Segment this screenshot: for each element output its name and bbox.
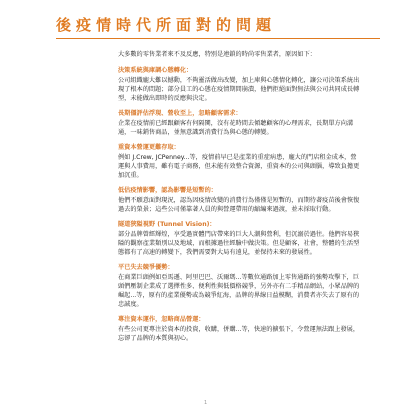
title-divider [56,38,380,39]
section-decision-system [118,66,362,103]
page-title: 後疫情時代所面對的問題 [56,16,277,34]
section-body: 部分品牌曾經輝煌，享受過實體門店帶來的巨大人潮與營利，但沉溺於過往。他們容易狹隘的觀察產業類別以及地域，而根據過往經驗中做決策。但是顧客，社會，整體的生活型態都有了高速的轉變下，我們需要對大局有遠見，並保持未來的發展性。 [118,231,360,256]
section-heading: 低估疫情影響，認為影響是短暫的： [118,187,217,194]
section-heading: 平已失去競爭優勢： [118,264,174,271]
section-heading: 專注資本運作，忽略商品營運： [118,316,205,323]
section-body: 他們不願意面對現況，認為因疫情改變的消費行為僅僅是短暫的，而期待著疫苗後會恢復過去的榮景；這些公司僅靠著人員的與營運帶用的縮編來過渡，並未採取行動。 [118,197,360,213]
section-tunnel-vision [118,220,362,257]
section-body: 有些公司更專注於資本的投資，收購，併購...等，快速的擴張下，令營運無法跟上發展，忘卻了品牌的本質與初心。 [118,326,360,342]
section-body: 公司組織龐大難以撼動，不夠靈活做出改變，加上庫與心態情化轉化，讓公司決策系統出現了根本的問題；部分員工的心態在疫情期間崩潰，他們拒絕面對無法與公司共同成長轉型，未能做出即時的反應與決定。 [118,77,360,102]
section-heading: 長期僵評估浮現、營收至上，忽略顧客需求： [118,110,242,117]
intro-paragraph: 大多數的零售業者來不及反應，特別是連鎖的時尚零售業者，原因如下： [118,51,316,58]
section-heading: 重資本營運更難存取： [118,144,180,151]
section-capital-focus [118,315,362,343]
section-competitive-advantage [118,263,362,309]
section-heavy-capital [118,143,362,180]
section-underestimate-impact [118,186,362,214]
article-body [118,50,362,349]
section-customer-needs [118,109,362,137]
section-heading: 隧道狹隘視野 (Tunnel Vision)： [118,221,216,228]
section-body: 例如 J.Crew, JCPenney...等，疫情前早已是產業的重症病患，龐大的門店租金成本，營運與人事費用，雖有電子商務，但未能有效整合資源，重資本的公司與頭腦，導致負擔更加沉重。 [118,154,360,179]
section-heading: 決策系統與庫調心態轉化： [118,67,193,74]
page-number: 1 [204,400,208,406]
section-body: 企業在疫情前已經跟顧客有何隔閡，沒有花時間去傾聽顧客的心理需求，長期單方向溝通，一味銷售商品，並無意識到消費行為與心態的轉變。 [118,120,354,136]
section-body: 在商業巨頭例如亞馬遜、阿里巴巴、沃爾瑪...等數位通路加上零售通路的強勢攻擊下，巨頭們壓制企業成了選擇性多、便利性與低價格競爭，另外亦有二手精品網站，小眾品牌的崛起...等，原有的產業優勢或為競爭紅海，品牌的界線日益模糊，消費者亦失去了原有的忠誠度。 [118,274,360,308]
